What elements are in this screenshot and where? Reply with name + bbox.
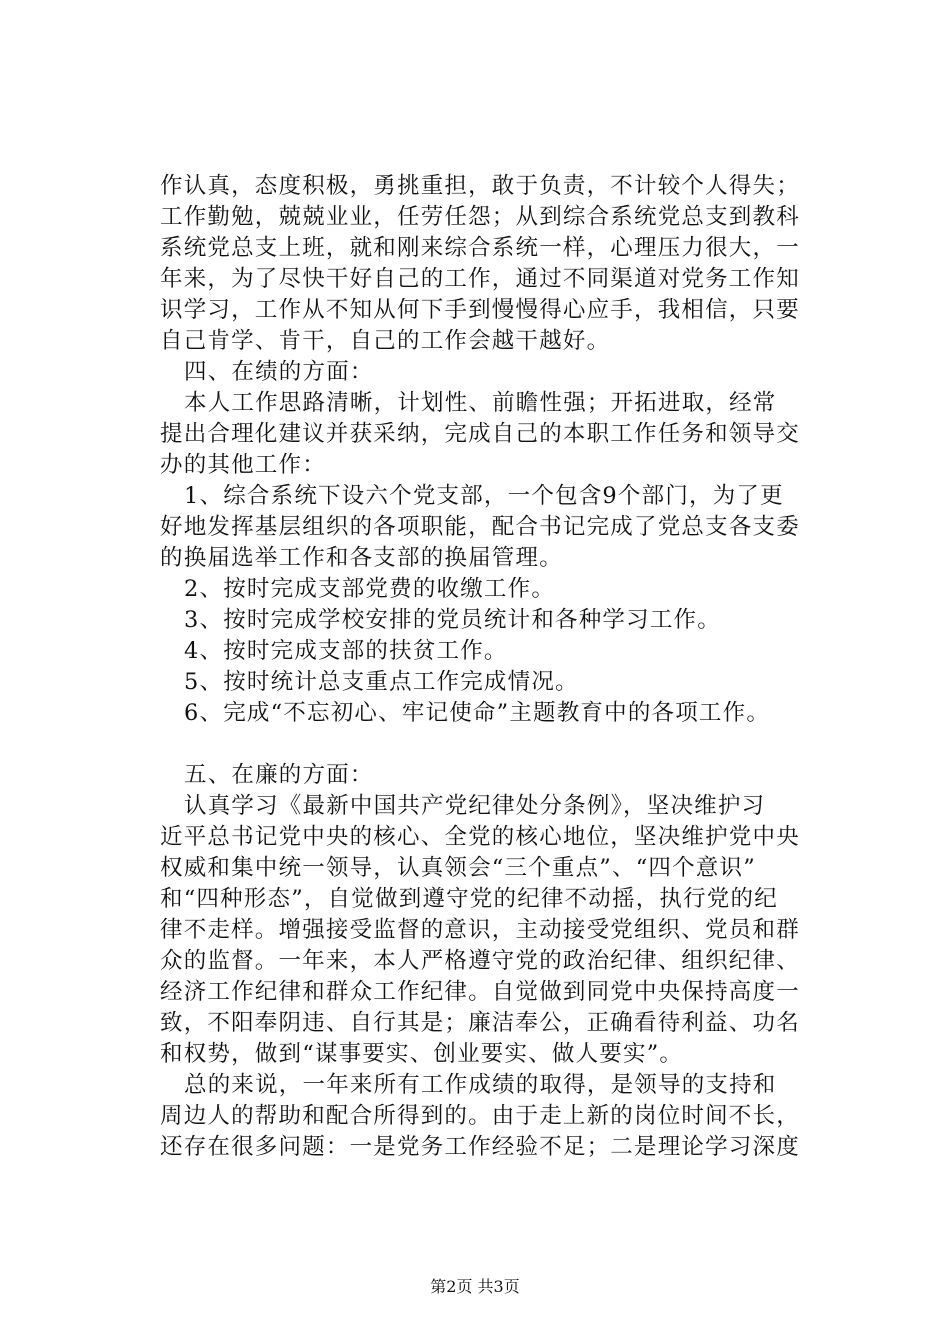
text-line: 本人工作思路清晰，计划性、前瞻性强；开拓进取，经常 <box>184 390 777 416</box>
section-heading: 五、在廉的方面： <box>184 762 374 788</box>
text-line: 律不走样。增强接受监督的意识，主动接受党组织、党员和群 <box>160 917 800 943</box>
text-line: 权威和集中统一领导，认真领会“三个重点”、“四个意识” <box>160 855 756 881</box>
text-line: 周边人的帮助和配合所得到的。由于走上新的岗位时间不长， <box>160 1103 800 1129</box>
list-item: 5、按时统计总支重点工作完成情况。 <box>184 669 579 695</box>
list-item: 3、按时完成学校安排的党员统计和各种学习工作。 <box>184 607 721 633</box>
text-line: 致，不阳奉阴违、自行其是；廉洁奉公，正确看待利益、功名 <box>160 1010 800 1036</box>
text-line: 和权势，做到“谋事要实、创业要实、做人要实”。 <box>160 1041 684 1067</box>
text-line: 系统党总支上班，就和刚来综合系统一样，心理压力很大，一 <box>160 235 800 261</box>
paragraph-gap <box>160 729 840 760</box>
list-item: 4、按时完成支部的扶贫工作。 <box>184 638 508 664</box>
list-item: 2、按时完成支部党费的收缴工作。 <box>184 576 556 602</box>
text-line: 工作勤勉，兢兢业业，任劳任怨；从到综合系统党总支到教科 <box>160 204 800 230</box>
list-item: 6、完成“不忘初心、牢记使命”主题教育中的各项工作。 <box>184 700 771 726</box>
text-line: 和“四种形态”，自觉做到遵守党的纪律不动摇，执行党的纪 <box>160 886 778 912</box>
text-line: 总的来说，一年来所有工作成绩的取得，是领导的支持和 <box>184 1072 777 1098</box>
text-line: 还存在很多问题：一是党务工作经验不足；二是理论学习深度 <box>160 1134 800 1160</box>
text-line: 的换届选举工作和各支部的换届管理。 <box>160 545 563 571</box>
text-line: 年来，为了尽快干好自己的工作，通过不同渠道对党务工作知 <box>160 266 800 292</box>
page-footer: 第2页 共3页 <box>430 1277 520 1296</box>
text-line: 认真学习《最新中国共产党纪律处分条例》，坚决维护习 <box>184 793 766 819</box>
document-body <box>160 171 840 1163</box>
text-line: 近平总书记党中央的核心、全党的核心地位，坚决维护党中央 <box>160 824 800 850</box>
section-heading: 四、在绩的方面： <box>184 359 374 385</box>
text-line: 好地发挥基层组织的各项职能，配合书记完成了党总支各支委 <box>160 514 800 540</box>
list-item: 1、综合系统下设六个党支部，一个包含9个部门，为了更 <box>184 483 784 509</box>
text-line: 作认真，态度积极，勇挑重担，敢于负责，不计较个人得失； <box>160 173 800 199</box>
text-line: 提出合理化建议并获采纳，完成自己的本职工作任务和领导交 <box>160 421 800 447</box>
text-line: 识学习，工作从不知从何下手到慢慢得心应手，我相信，只要 <box>160 297 800 323</box>
text-line: 经济工作纪律和群众工作纪律。自觉做到同党中央保持高度一 <box>160 979 800 1005</box>
text-line: 办的其他工作： <box>160 452 326 478</box>
text-line: 众的监督。一年来，本人严格遵守党的政治纪律、组织纪律、 <box>160 948 800 974</box>
text-line: 自己肯学、肯干，自己的工作会越干越好。 <box>160 328 611 354</box>
